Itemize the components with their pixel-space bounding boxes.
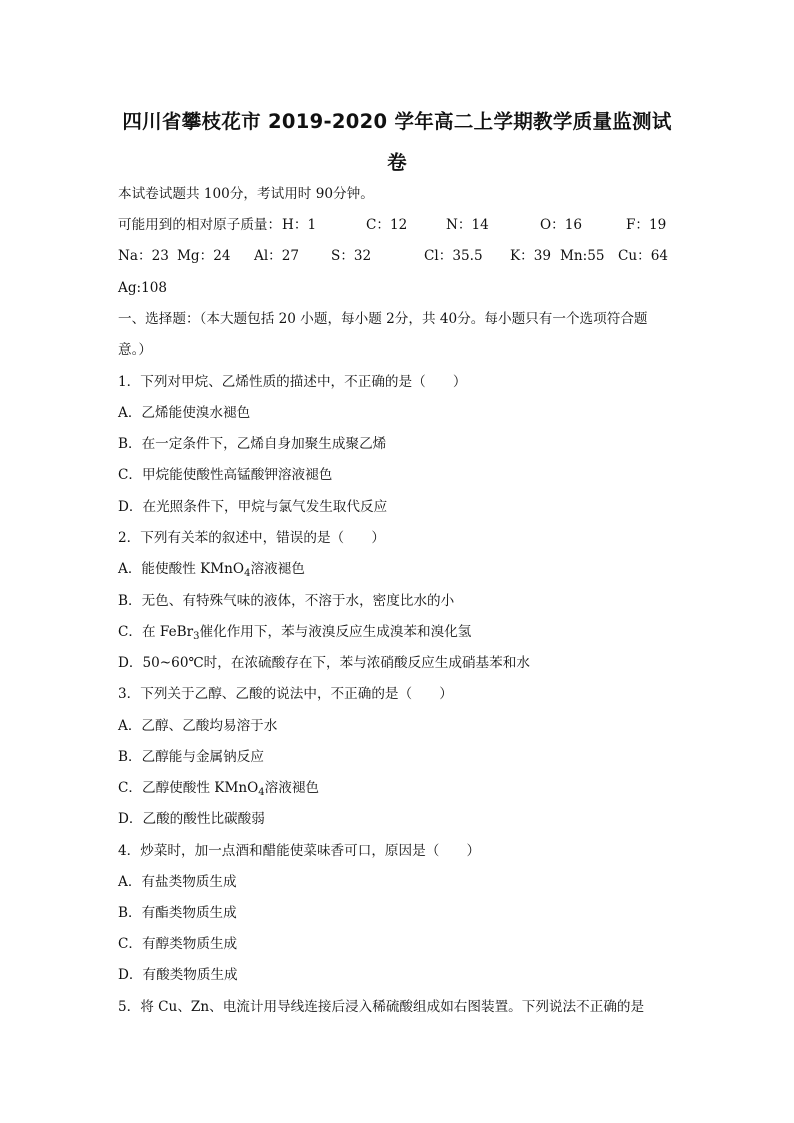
atomic-mass-na: Na：23 (118, 248, 169, 264)
question-2-option-d: D．50~60℃时，在浓硫酸存在下，苯与浓硝酸反应生成硝基苯和水 (118, 655, 530, 671)
exam-title-line-1: 四川省攀枝花市 2019-2020 学年高二上学期教学质量监测试 (122, 110, 672, 133)
atomic-mass-mg: Mg：24 (177, 248, 231, 264)
exam-info: 本试卷试题共 100分，考试用时 90分钟。 (118, 186, 374, 202)
question-3-option-b: B．乙醇能与金属钠反应 (118, 749, 264, 765)
atomic-mass-n: N：14 (446, 217, 489, 233)
atomic-mass-s: S：32 (331, 248, 372, 264)
atomic-mass-cl: Cl：35.5 (424, 248, 483, 264)
question-1-option-c: C．甲烷能使酸性高锰酸钾溶液褪色 (118, 467, 333, 483)
atomic-mass-k: K：39 (510, 248, 552, 264)
exam-title-line-2: 卷 (387, 151, 407, 174)
atomic-mass-c: C：12 (366, 217, 408, 233)
question-4-option-c: C．有醇类物质生成 (118, 936, 238, 952)
question-4-option-a: A．有盐类物质生成 (118, 874, 237, 890)
atomic-mass-o: O：16 (540, 217, 583, 233)
question-1-option-d: D．在光照条件下，甲烷与氯气发生取代反应 (118, 499, 388, 515)
question-2-stem: 2．下列有关苯的叙述中，错误的是（ ） (118, 530, 385, 546)
section-heading: 一、选择题：（本大题包括 20 小题，每小题 2分，共 40分。每小题只有一个选项符合题 (118, 311, 648, 327)
question-4-option-d: D．有酸类物质生成 (118, 967, 238, 983)
atomic-mass-ag: Ag:108 (118, 280, 168, 296)
atomic-mass-cu: Cu：64 (618, 248, 669, 264)
question-5-stem: 5．将 Cu、Zn、电流计用导线连接后浸入稀硫酸组成如右图装置。下列说法不正确的是 (118, 999, 645, 1015)
question-2-option-c: C．在 FeBr$_3$催化作用下，苯与液溴反应生成溴苯和溴化氢 (118, 624, 472, 642)
question-4-option-b: B．有酯类物质生成 (118, 905, 237, 921)
atomic-masses-label: 可能用到的相对原子质量： (118, 217, 282, 233)
section-heading-cont: 意。） (118, 342, 152, 358)
question-1-stem: 1．下列对甲烷、乙烯性质的描述中，不正确的是（ ） (118, 374, 467, 390)
question-1-option-a: A．乙烯能使溴水褪色 (118, 405, 251, 421)
question-3-option-c: C．乙醇使酸性 KMnO$_4$溶液褪色 (118, 780, 320, 798)
question-3-option-d: D．乙酸的酸性比碳酸弱 (118, 811, 265, 827)
atomic-mass-mn: Mn:55 (560, 248, 605, 264)
atomic-mass-h: H：1 (282, 217, 317, 233)
question-3-option-a: A．乙醇、乙酸均易溶于水 (118, 718, 278, 734)
question-4-stem: 4．炒菜时，加一点酒和醋能使菜味香可口，原因是（ ） (118, 843, 481, 859)
atomic-mass-al: Al：27 (254, 248, 300, 264)
question-2-option-b: B．无色、有特殊气味的液体，不溶于水，密度比水的小 (118, 593, 455, 609)
question-3-stem: 3．下列关于乙醇、乙酸的说法中，不正确的是（ ） (118, 686, 453, 702)
question-2-option-a: A．能使酸性 KMnO$_4$溶液褪色 (118, 561, 305, 579)
question-1-option-b: B．在一定条件下，乙烯自身加聚生成聚乙烯 (118, 436, 387, 452)
atomic-mass-f: F：19 (626, 217, 667, 233)
